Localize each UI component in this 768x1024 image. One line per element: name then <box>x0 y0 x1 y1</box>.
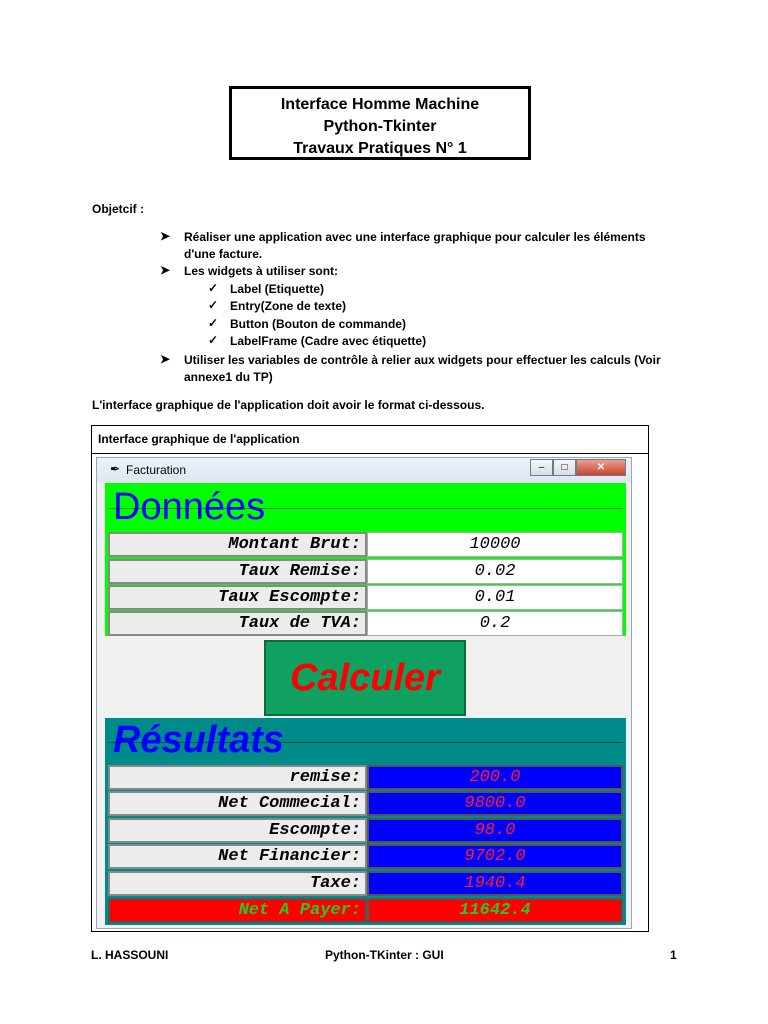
donnees-title: Données <box>113 486 266 528</box>
check-icon: ✓ <box>208 316 219 330</box>
sub-item-4: LabelFrame (Cadre avec étiquette) <box>230 334 427 348</box>
maximize-button[interactable]: □ <box>553 459 576 476</box>
taux-tva-label: Taux de TVA: <box>108 611 367 636</box>
intro-text: L'interface graphique de l'application doit avoir le format ci-dessous. <box>92 398 485 412</box>
title-line-2: Python-Tkinter <box>323 118 437 135</box>
arrow-bullet-icon: ➤ <box>160 263 171 277</box>
document-title-box <box>229 86 531 160</box>
window-title: Facturation <box>126 463 187 477</box>
montant-brut-input[interactable]: 10000 <box>367 532 623 557</box>
minimize-button[interactable]: – <box>530 459 553 476</box>
taux-tva-input[interactable]: 0.2 <box>367 611 623 636</box>
taxe-label: Taxe: <box>108 871 367 896</box>
bullet-3-line-1: Utiliser les variables de contrôle à relier aux widgets pour effectuer les calculs (Voir <box>184 353 661 367</box>
sub-item-1: Label (Etiquette) <box>230 282 325 296</box>
taux-escompte-label: Taux Escompte: <box>108 585 367 610</box>
montant-brut-label: Montant Brut: <box>108 532 367 557</box>
check-icon: ✓ <box>208 298 219 312</box>
taux-remise-input[interactable]: 0.02 <box>367 559 623 584</box>
resultats-title: Résultats <box>113 719 285 761</box>
escompte-value: 98.0 <box>367 818 623 843</box>
net-financier-value: 9702.0 <box>367 844 623 869</box>
remise-label: remise: <box>108 765 367 790</box>
net-commercial-label: Net Commecial: <box>108 791 367 816</box>
figure-separator <box>91 453 649 454</box>
bullet-1-line-1: Réaliser une application avec une interface graphique pour calculer les éléments <box>184 230 646 244</box>
feather-icon: ✒ <box>110 462 121 476</box>
footer-course: Python-TKinter : GUI <box>325 948 444 962</box>
figure-title: Interface graphique de l'application <box>98 432 300 446</box>
objectif-heading: Objetcif : <box>92 202 145 216</box>
check-icon: ✓ <box>208 333 219 347</box>
close-button[interactable]: ✕ <box>576 459 626 476</box>
bullet-3-line-2: annexe1 du TP) <box>184 370 273 384</box>
calculer-button[interactable]: Calculer <box>264 640 466 716</box>
net-commercial-value: 9800.0 <box>367 791 623 816</box>
remise-value: 200.0 <box>367 765 623 790</box>
bullet-1-line-2: d'une facture. <box>184 247 263 261</box>
bullet-2: Les widgets à utiliser sont: <box>184 264 339 278</box>
taux-escompte-input[interactable]: 0.01 <box>367 585 623 610</box>
check-icon: ✓ <box>208 281 219 295</box>
arrow-bullet-icon: ➤ <box>160 229 171 243</box>
sub-item-3: Button (Bouton de commande) <box>230 317 406 331</box>
taux-remise-label: Taux Remise: <box>108 559 367 584</box>
sub-item-2: Entry(Zone de texte) <box>230 299 347 313</box>
net-financier-label: Net Financier: <box>108 844 367 869</box>
net-a-payer-label: Net A Payer: <box>108 898 367 923</box>
title-line-1: Interface Homme Machine <box>280 96 480 113</box>
arrow-bullet-icon: ➤ <box>160 352 171 366</box>
footer-page-number: 1 <box>670 948 677 962</box>
footer-author: L. HASSOUNI <box>91 948 169 962</box>
escompte-label: Escompte: <box>108 818 367 843</box>
net-a-payer-value: 11642.4 <box>367 898 623 923</box>
title-line-3: Travaux Pratiques N° 1 <box>293 140 467 157</box>
taxe-value: 1940.4 <box>367 871 623 896</box>
